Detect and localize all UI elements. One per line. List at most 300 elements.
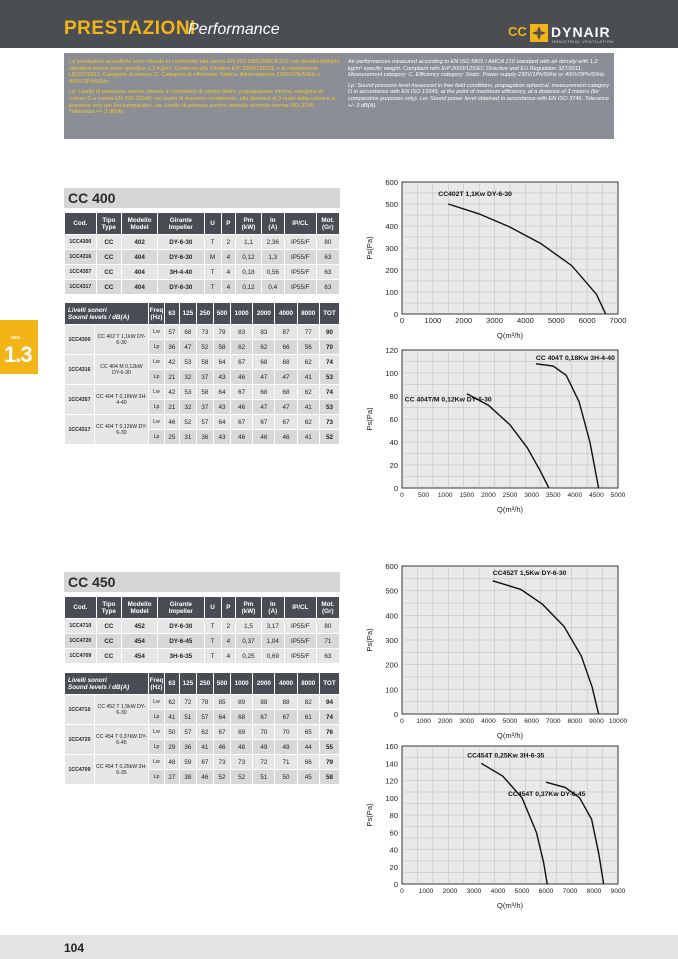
sound-value: 64 bbox=[213, 385, 230, 400]
sound-value: 88 bbox=[253, 695, 275, 710]
spec-header-modello bbox=[122, 213, 158, 235]
sound-value: 61 bbox=[297, 710, 319, 725]
spec-cell: 63 bbox=[316, 265, 339, 280]
sound-header-band: 125 bbox=[179, 673, 196, 695]
performance-chart-cc452 bbox=[362, 560, 628, 740]
header-line: Impeller bbox=[168, 223, 193, 231]
sound-value: 46 bbox=[196, 770, 213, 785]
sound-header-band: 2000 bbox=[253, 673, 275, 695]
sound-value: 69 bbox=[230, 725, 252, 740]
sound-value: 41 bbox=[297, 370, 319, 385]
sound-header-band: 500 bbox=[213, 673, 230, 695]
x-tick-label: 2000 bbox=[481, 492, 496, 499]
sound-value: 65 bbox=[297, 725, 319, 740]
sound-value: 62 bbox=[297, 415, 319, 430]
header-line: (Hz) bbox=[150, 683, 163, 691]
info-english bbox=[348, 59, 610, 113]
sound-value: 31 bbox=[179, 430, 196, 445]
sound-table bbox=[64, 672, 340, 785]
info-en-paragraph: Lp: Sound pressure level measured in free field conditions, propagation spherical, measurement category D in accordance with EN ISO 13349, at the point of maximum efficiency, at a distance of 3 meters (for comparative purposes only). Lw: Sound power level obtained in accordance with EN ISO 3746. Tolerance +/- 3 dB(A). bbox=[348, 82, 609, 109]
sound-value: 58 bbox=[196, 355, 213, 370]
sound-code: 1CC4300 bbox=[65, 325, 95, 355]
sound-value: 68 bbox=[253, 385, 275, 400]
header-line: Impeller bbox=[168, 607, 193, 615]
sound-value: 67 bbox=[275, 710, 297, 725]
sound-value: 73 bbox=[230, 755, 252, 770]
header-line: (Gr) bbox=[322, 223, 334, 231]
sound-value: 41 bbox=[297, 430, 319, 445]
y-tick-label: 200 bbox=[385, 660, 398, 670]
y-tick-label: 60 bbox=[389, 415, 398, 424]
spec-header-pm bbox=[236, 213, 261, 235]
sound-model: CC 454 T 0,25kW 3H-6-35 bbox=[95, 755, 149, 785]
spec-cell: T bbox=[204, 235, 221, 250]
sound-value: 64 bbox=[213, 710, 230, 725]
sound-value: 74 bbox=[319, 385, 339, 400]
sound-header-band: 1000 bbox=[230, 303, 252, 325]
sound-value: 48 bbox=[165, 755, 180, 770]
sound-value: 46 bbox=[213, 740, 230, 755]
spec-cell: 1,5 bbox=[236, 619, 261, 634]
x-tick-label: 8000 bbox=[586, 888, 602, 895]
sound-value: 42 bbox=[165, 355, 180, 370]
curve-label: CC454T 0,37Kw DY-6-45 bbox=[508, 791, 586, 799]
sound-value: 51 bbox=[253, 770, 275, 785]
header-line: Livelli sonori bbox=[68, 676, 107, 684]
sound-value: 53 bbox=[179, 385, 196, 400]
title-it: PRESTAZIONI bbox=[64, 18, 196, 39]
sound-value: 67 bbox=[275, 415, 297, 430]
sound-value: 25 bbox=[165, 430, 180, 445]
spec-cell: 0,37 bbox=[236, 634, 261, 649]
sound-row-lw bbox=[65, 415, 340, 430]
sound-value: 76 bbox=[319, 725, 339, 740]
info-box bbox=[64, 53, 614, 139]
spec-cell: 4 bbox=[221, 265, 236, 280]
sound-value: 57 bbox=[196, 710, 213, 725]
spec-header-mot bbox=[316, 597, 339, 619]
x-tick-label: 1000 bbox=[416, 718, 431, 725]
sound-model: CC 404 M 0,12kW DY-6-30 bbox=[95, 355, 149, 385]
sound-value: 67 bbox=[230, 415, 252, 430]
spec-cell: 1CC4300 bbox=[65, 235, 97, 250]
header-line: Freq bbox=[149, 306, 164, 314]
y-tick-label: 300 bbox=[385, 244, 398, 253]
spec-cell: CC bbox=[96, 619, 121, 634]
sound-value: 68 bbox=[179, 325, 196, 340]
y-tick-label: 600 bbox=[385, 562, 398, 571]
spec-header-tipo bbox=[96, 213, 121, 235]
y-tick-label: 300 bbox=[385, 636, 398, 645]
y-tick-label: 0 bbox=[393, 880, 398, 889]
sound-value: 73 bbox=[196, 325, 213, 340]
sound-value: 67 bbox=[253, 710, 275, 725]
page-number: 104 bbox=[64, 941, 85, 955]
curve-label: CC 404T 0,18Kw 3H-4-40 bbox=[535, 354, 615, 362]
sound-model: CC 452 T 1,5kW DY-6-30 bbox=[95, 695, 149, 725]
info-it-paragraph: Le prestazioni aerauliche sono rilevate in conformità alla norma EN ISO 5801/AMCA 210 con densità dell'aria standard avente peso specifico 1,2 Kg/m³. Conformi alla Direttiva ErP 2009/125/CE e al regolamento UE327/2011. Categoria di misura: C. Categoria di efficienza: Statica. Alimentazione 230V/1Ph/50Hz o 400V/3Ph/50Hz. bbox=[69, 59, 340, 85]
x-tick-label: 4000 bbox=[490, 888, 506, 895]
sound-kind: Lw bbox=[149, 755, 165, 770]
sound-value: 70 bbox=[319, 340, 339, 355]
sound-value: 36 bbox=[179, 740, 196, 755]
x-tick-label: 0 bbox=[400, 888, 404, 895]
header-line: In bbox=[270, 600, 276, 608]
sound-value: 41 bbox=[165, 710, 180, 725]
sound-value: 52 bbox=[213, 770, 230, 785]
spec-cell: IP55/F bbox=[284, 649, 316, 664]
section-tab bbox=[0, 320, 38, 374]
sound-value: 57 bbox=[165, 325, 180, 340]
header-line: (A) bbox=[268, 223, 278, 231]
header-line: (Gr) bbox=[322, 607, 334, 615]
y-tick-label: 200 bbox=[385, 266, 398, 275]
sound-value: 85 bbox=[213, 695, 230, 710]
spec-cell: T bbox=[204, 634, 221, 649]
x-tick-label: 3000 bbox=[466, 888, 482, 895]
x-tick-label: 6000 bbox=[538, 888, 554, 895]
sound-value: 53 bbox=[179, 355, 196, 370]
spec-cell: CC bbox=[96, 235, 121, 250]
sound-value: 67 bbox=[196, 755, 213, 770]
spec-row bbox=[65, 619, 340, 634]
sound-value: 77 bbox=[297, 325, 319, 340]
sound-value: 52 bbox=[196, 340, 213, 355]
x-tick-label: 0 bbox=[400, 718, 404, 725]
x-tick-label: 1500 bbox=[459, 492, 475, 499]
sound-value: 57 bbox=[196, 415, 213, 430]
sound-value: 68 bbox=[275, 385, 297, 400]
header-line: (A) bbox=[268, 607, 278, 615]
sound-header-freq bbox=[149, 303, 165, 325]
header-line: Sound levels / dB(A) bbox=[68, 683, 130, 691]
sound-value: 46 bbox=[230, 370, 252, 385]
section-tab-label: SEZ. bbox=[11, 335, 22, 340]
sound-value: 36 bbox=[165, 340, 180, 355]
x-axis-label: Q(m³/h) bbox=[496, 901, 524, 910]
spec-header-modello bbox=[122, 597, 158, 619]
y-tick-label: 600 bbox=[385, 178, 398, 187]
x-tick-label: 1000 bbox=[418, 888, 434, 895]
sound-value: 43 bbox=[213, 400, 230, 415]
x-tick-label: 1000 bbox=[437, 492, 453, 499]
x-tick-label: 6000 bbox=[578, 316, 596, 325]
spec-cell: IP55/F bbox=[284, 280, 316, 295]
sound-value: 78 bbox=[196, 695, 213, 710]
sound-value: 70 bbox=[275, 725, 297, 740]
x-tick-label: 0 bbox=[399, 316, 405, 325]
spec-row bbox=[65, 634, 340, 649]
sound-value: 67 bbox=[230, 385, 252, 400]
x-axis-label: Q(m³/h) bbox=[496, 505, 524, 514]
sound-header-band: 63 bbox=[165, 303, 180, 325]
sound-value: 45 bbox=[297, 770, 319, 785]
sound-value: 64 bbox=[213, 355, 230, 370]
sound-kind: Lw bbox=[149, 325, 165, 340]
spec-header-cod: Cod. bbox=[65, 597, 97, 619]
sound-kind: Lw bbox=[149, 695, 165, 710]
x-tick-label: 0 bbox=[400, 492, 404, 499]
sound-header-band: 250 bbox=[196, 673, 213, 695]
spec-cell: 80 bbox=[316, 235, 339, 250]
sound-value: 49 bbox=[253, 740, 275, 755]
spec-header-u: U bbox=[204, 597, 221, 619]
x-tick-label: 9000 bbox=[589, 718, 604, 725]
spec-cell: T bbox=[204, 619, 221, 634]
sound-value: 83 bbox=[230, 325, 252, 340]
section-title-bar bbox=[64, 572, 340, 592]
spec-header-tipo bbox=[96, 597, 121, 619]
y-tick-label: 100 bbox=[385, 793, 398, 803]
spec-row bbox=[65, 235, 340, 250]
chart-svg bbox=[362, 344, 624, 514]
spec-cell: 404 bbox=[122, 280, 158, 295]
sound-table bbox=[64, 302, 340, 445]
sound-value: 46 bbox=[253, 430, 275, 445]
y-axis-label: Ps(Pa) bbox=[365, 803, 374, 827]
sound-value: 46 bbox=[230, 400, 252, 415]
sound-code: 1CC4316 bbox=[65, 355, 95, 385]
sound-value: 94 bbox=[319, 695, 339, 710]
sound-value: 48 bbox=[230, 740, 252, 755]
y-tick-label: 60 bbox=[389, 828, 398, 838]
sound-value: 68 bbox=[230, 710, 252, 725]
spec-header-ipcl: IP/CL bbox=[284, 213, 316, 235]
sound-header-band: 8000 bbox=[297, 673, 319, 695]
sound-header-freq bbox=[149, 673, 165, 695]
y-tick-label: 140 bbox=[385, 759, 398, 769]
sound-header-band: TOT bbox=[319, 303, 339, 325]
sound-value: 43 bbox=[213, 370, 230, 385]
spec-header-pm bbox=[236, 597, 261, 619]
x-tick-label: 10000 bbox=[608, 718, 628, 725]
spec-cell: 2,36 bbox=[261, 235, 284, 250]
sound-value: 67 bbox=[253, 415, 275, 430]
sound-value: 55 bbox=[319, 740, 339, 755]
sound-row-lw bbox=[65, 695, 340, 710]
y-tick-label: 0 bbox=[393, 310, 398, 319]
spec-cell: 454 bbox=[122, 649, 158, 664]
sound-header-band: 2000 bbox=[253, 303, 275, 325]
sound-header-band: 4000 bbox=[275, 673, 297, 695]
sound-kind: Lw bbox=[149, 355, 165, 370]
title-en: Performance bbox=[188, 21, 280, 38]
y-tick-label: 0 bbox=[393, 484, 398, 493]
sound-value: 74 bbox=[319, 710, 339, 725]
sound-row-lw bbox=[65, 385, 340, 400]
spec-cell: 4 bbox=[221, 250, 236, 265]
spec-header-row bbox=[65, 213, 340, 235]
spec-cell: DY-6-30 bbox=[158, 280, 205, 295]
header-line: Tipo bbox=[102, 216, 116, 224]
spec-cell: 1,3 bbox=[261, 250, 284, 265]
y-axis-label: Ps(Pa) bbox=[365, 407, 374, 431]
header-line: Mot. bbox=[321, 600, 335, 608]
sound-value: 41 bbox=[196, 740, 213, 755]
x-tick-label: 3500 bbox=[545, 492, 561, 499]
x-tick-label: 8000 bbox=[567, 718, 583, 725]
sound-header-band: 4000 bbox=[275, 303, 297, 325]
sound-value: 52 bbox=[179, 415, 196, 430]
x-tick-label: 3000 bbox=[486, 316, 504, 325]
sound-header-title bbox=[65, 303, 149, 325]
spec-row bbox=[65, 280, 340, 295]
spec-cell: 3,17 bbox=[261, 619, 284, 634]
sound-code: 1CC4357 bbox=[65, 385, 95, 415]
spec-cell: 404 bbox=[122, 250, 158, 265]
x-tick-label: 2000 bbox=[437, 718, 453, 725]
x-tick-label: 5000 bbox=[610, 492, 626, 499]
spec-cell: 1CC4710 bbox=[65, 619, 97, 634]
sound-row-lw bbox=[65, 755, 340, 770]
spec-cell: 63 bbox=[316, 280, 339, 295]
sound-code: 1CC4710 bbox=[65, 695, 95, 725]
y-tick-label: 100 bbox=[385, 369, 398, 378]
spec-cell: 1,04 bbox=[261, 634, 284, 649]
sound-value: 46 bbox=[230, 430, 252, 445]
x-tick-label: 5000 bbox=[514, 888, 530, 895]
sound-value: 66 bbox=[275, 340, 297, 355]
header-line: Girante bbox=[169, 216, 192, 224]
spec-cell: 4 bbox=[221, 649, 236, 664]
sound-value: 44 bbox=[297, 740, 319, 755]
sound-value: 37 bbox=[196, 400, 213, 415]
spec-cell: DY-6-30 bbox=[158, 235, 205, 250]
sound-value: 87 bbox=[275, 325, 297, 340]
x-tick-label: 9000 bbox=[610, 888, 626, 895]
spec-cell: T bbox=[204, 265, 221, 280]
sound-value: 50 bbox=[165, 725, 180, 740]
spec-header-mot bbox=[316, 213, 339, 235]
x-tick-label: 7000 bbox=[562, 888, 578, 895]
x-tick-label: 500 bbox=[418, 492, 430, 499]
performance-chart-cc402 bbox=[362, 176, 627, 340]
section-title: CC 400 bbox=[68, 190, 116, 206]
spec-cell: CC bbox=[96, 649, 121, 664]
info-italian bbox=[69, 59, 341, 120]
sound-value: 47 bbox=[253, 370, 275, 385]
chart-svg bbox=[362, 560, 628, 740]
spec-cell: CC bbox=[96, 250, 121, 265]
sound-value: 89 bbox=[230, 695, 252, 710]
spec-table bbox=[64, 212, 340, 295]
header-line: Tipo bbox=[102, 600, 116, 608]
sound-value: 37 bbox=[196, 370, 213, 385]
spec-cell: IP55/F bbox=[284, 235, 316, 250]
sound-value: 72 bbox=[179, 695, 196, 710]
y-axis-label: Ps(Pa) bbox=[365, 628, 374, 652]
chart-svg bbox=[362, 176, 627, 340]
header-line: Model bbox=[130, 607, 149, 615]
sound-row-lw bbox=[65, 355, 340, 370]
sound-value: 47 bbox=[179, 340, 196, 355]
sound-kind: Lp bbox=[149, 430, 165, 445]
y-tick-label: 20 bbox=[389, 862, 398, 872]
curve-label: CC452T 1,5Kw DY-6-30 bbox=[492, 569, 567, 577]
x-tick-label: 1000 bbox=[424, 316, 442, 325]
header-line: (kW) bbox=[241, 223, 256, 231]
brand-name: DYNAIR bbox=[551, 24, 611, 40]
sound-kind: Lp bbox=[149, 340, 165, 355]
header-line: (Hz) bbox=[150, 313, 163, 321]
sound-value: 57 bbox=[179, 725, 196, 740]
sound-value: 66 bbox=[297, 755, 319, 770]
spec-cell: 2 bbox=[221, 619, 236, 634]
y-axis-label: Ps(Pa) bbox=[365, 236, 374, 260]
spec-cell: 452 bbox=[122, 619, 158, 634]
page-footer bbox=[0, 935, 678, 959]
sound-kind: Lw bbox=[149, 415, 165, 430]
sound-value: 68 bbox=[253, 355, 275, 370]
sound-kind: Lp bbox=[149, 370, 165, 385]
x-tick-label: 5000 bbox=[547, 316, 565, 325]
sound-value: 62 bbox=[165, 695, 180, 710]
sound-kind: Lp bbox=[149, 710, 165, 725]
y-tick-label: 80 bbox=[389, 811, 398, 820]
chart-svg bbox=[362, 740, 624, 910]
y-tick-label: 500 bbox=[385, 586, 398, 596]
curve-label: CC402T 1,1Kw DY-6-30 bbox=[438, 191, 512, 198]
spec-header-in bbox=[261, 213, 284, 235]
sound-value: 82 bbox=[297, 695, 319, 710]
performance-chart-cc454 bbox=[362, 740, 624, 910]
header-line: Pm bbox=[243, 600, 254, 608]
spec-cell: DY-6-30 bbox=[158, 250, 205, 265]
brand-subtitle: INDUSTRIAL VENTILATION bbox=[552, 39, 614, 44]
sound-header-band: 125 bbox=[179, 303, 196, 325]
sound-value: 41 bbox=[297, 400, 319, 415]
spec-header-u: U bbox=[204, 213, 221, 235]
header-line: Sound levels / dB(A) bbox=[68, 313, 130, 321]
section-title-bar bbox=[64, 188, 340, 208]
sound-value: 53 bbox=[319, 400, 339, 415]
sound-code: 1CC4317 bbox=[65, 415, 95, 445]
spec-cell: T bbox=[204, 649, 221, 664]
spec-header-girante bbox=[158, 213, 205, 235]
sound-value: 62 bbox=[297, 385, 319, 400]
spec-cell: 0,56 bbox=[261, 265, 284, 280]
sound-value: 71 bbox=[275, 755, 297, 770]
x-tick-label: 4500 bbox=[589, 492, 604, 499]
spec-cell: 80 bbox=[316, 619, 339, 634]
sound-value: 51 bbox=[179, 710, 196, 725]
sound-value: 56 bbox=[297, 340, 319, 355]
sound-header-row bbox=[65, 673, 340, 695]
spec-row bbox=[65, 649, 340, 664]
sound-value: 21 bbox=[165, 370, 180, 385]
x-tick-label: 5000 bbox=[502, 718, 518, 725]
sound-value: 88 bbox=[275, 695, 297, 710]
sound-value: 73 bbox=[213, 755, 230, 770]
header-line: Model bbox=[130, 223, 149, 231]
spec-cell: 3H-4-40 bbox=[158, 265, 205, 280]
sound-value: 72 bbox=[253, 755, 275, 770]
y-tick-label: 400 bbox=[385, 222, 398, 231]
y-tick-label: 160 bbox=[385, 742, 398, 751]
sound-header-band: TOT bbox=[319, 673, 339, 695]
spec-cell: 454 bbox=[122, 634, 158, 649]
x-tick-label: 7000 bbox=[609, 316, 627, 325]
y-tick-label: 100 bbox=[385, 288, 398, 297]
y-tick-label: 120 bbox=[385, 346, 398, 355]
spec-cell: 1CC4357 bbox=[65, 265, 97, 280]
spec-header-p: P bbox=[221, 597, 236, 619]
spec-cell: IP55/F bbox=[284, 619, 316, 634]
spec-cell: 0,12 bbox=[236, 250, 261, 265]
header-line: (kW) bbox=[241, 607, 256, 615]
y-tick-label: 20 bbox=[389, 461, 398, 470]
sound-value: 38 bbox=[179, 770, 196, 785]
